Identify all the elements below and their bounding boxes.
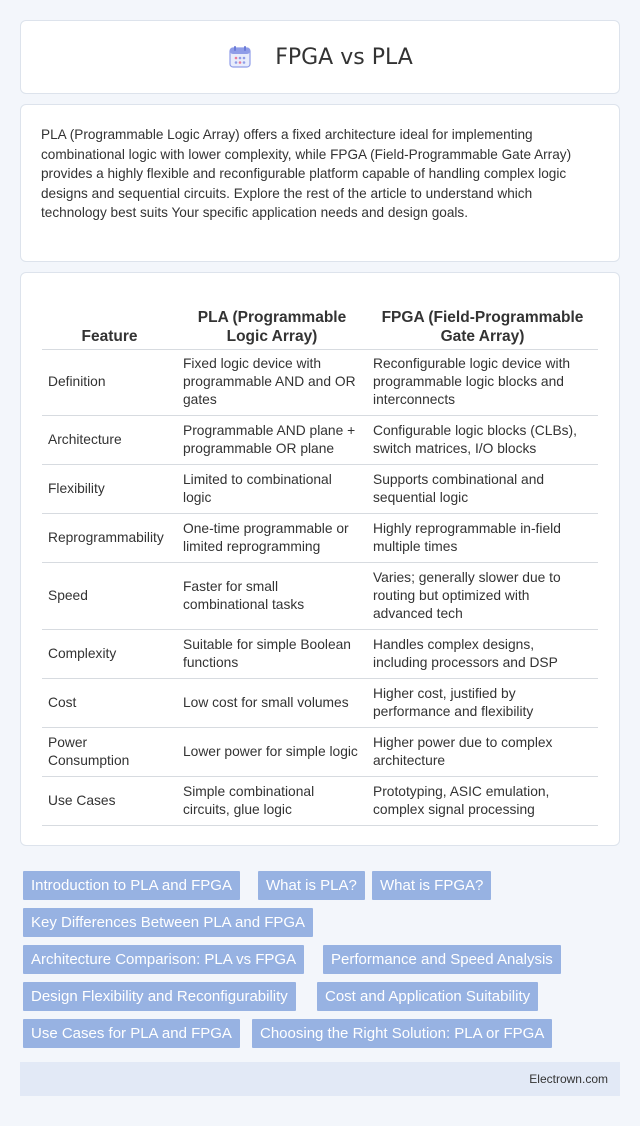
- footer-source: Electrown.com: [529, 1072, 608, 1086]
- table-cell: Programmable AND plane + programmable OR plane: [177, 415, 367, 464]
- table-row: [42, 678, 598, 727]
- column-header-fpga: FPGA (Field-Programmable Gate Array): [367, 301, 598, 349]
- topic-link-what-is-pla[interactable]: What is PLA?: [258, 871, 365, 900]
- table-row: [42, 562, 598, 629]
- topic-link-architecture[interactable]: Architecture Comparison: PLA vs FPGA: [23, 945, 304, 974]
- table-row: [42, 629, 598, 678]
- calendar-icon: [227, 44, 253, 70]
- title-card: [20, 20, 620, 94]
- intro-card: [20, 104, 620, 262]
- table-row: [42, 513, 598, 562]
- table-cell: Higher cost, justified by performance and flexibility: [367, 678, 598, 727]
- table-cell: Faster for small combinational tasks: [177, 562, 367, 629]
- table-cell: Definition: [42, 349, 177, 415]
- table-cell: Speed: [42, 562, 177, 629]
- table-cell: Architecture: [42, 415, 177, 464]
- table-row: [42, 415, 598, 464]
- table-row: [42, 776, 598, 825]
- intro-text: PLA (Programmable Logic Array) offers a fixed architecture ideal for implementing combinational logic with lower complexity, while FPGA (Field-Programmable Gate Array) provides a highly flexible and reconfigurable platform capable of handling complex logic designs and sequential circuits. Explore the rest of the article to understand which technology best suits Your specific application needs and design goals.: [41, 127, 572, 221]
- topic-link-performance[interactable]: Performance and Speed Analysis: [323, 945, 561, 974]
- column-header-feature: Feature: [42, 301, 177, 349]
- column-header-pla: PLA (Programmable Logic Array): [177, 301, 367, 349]
- table-cell: Lower power for simple logic: [177, 727, 367, 776]
- table-cell: Use Cases: [42, 776, 177, 825]
- table-row: [42, 727, 598, 776]
- table-cell: Suitable for simple Boolean functions: [177, 629, 367, 678]
- table-cell: Configurable logic blocks (CLBs), switch matrices, I/O blocks: [367, 415, 598, 464]
- table-cell: Prototyping, ASIC emulation, complex signal processing: [367, 776, 598, 825]
- topic-link-key-differences[interactable]: Key Differences Between PLA and FPGA: [23, 908, 313, 937]
- table-cell: One-time programmable or limited reprogramming: [177, 513, 367, 562]
- table-cell: Flexibility: [42, 464, 177, 513]
- table-cell: Low cost for small volumes: [177, 678, 367, 727]
- table-cell: Handles complex designs, including processors and DSP: [367, 629, 598, 678]
- topic-link-introduction[interactable]: Introduction to PLA and FPGA: [23, 871, 240, 900]
- table-cell: Supports combinational and sequential logic: [367, 464, 598, 513]
- comparison-table: [42, 301, 598, 826]
- table-cell: Simple combinational circuits, glue logic: [177, 776, 367, 825]
- table-row: [42, 464, 598, 513]
- footer: [20, 1062, 620, 1096]
- table-row: [42, 349, 598, 415]
- topic-link-use-cases[interactable]: Use Cases for PLA and FPGA: [23, 1019, 240, 1048]
- table-cell: Varies; generally slower due to routing but optimized with advanced tech: [367, 562, 598, 629]
- table-header-row: [42, 301, 598, 349]
- topic-link-choosing[interactable]: Choosing the Right Solution: PLA or FPGA: [252, 1019, 552, 1048]
- table-cell: Complexity: [42, 629, 177, 678]
- table-cell: Reconfigurable logic device with programmable logic blocks and interconnects: [367, 349, 598, 415]
- topic-link-cost[interactable]: Cost and Application Suitability: [317, 982, 538, 1011]
- table-cell: Highly reprogrammable in-field multiple times: [367, 513, 598, 562]
- comparison-card: [20, 272, 620, 846]
- table-cell: Fixed logic device with programmable AND and OR gates: [177, 349, 367, 415]
- table-cell: Power Consumption: [42, 727, 177, 776]
- table-cell: Cost: [42, 678, 177, 727]
- table-cell: Higher power due to complex architecture: [367, 727, 598, 776]
- page-title: FPGA vs PLA: [275, 44, 413, 70]
- topic-link-what-is-fpga[interactable]: What is FPGA?: [372, 871, 491, 900]
- topic-link-flexibility[interactable]: Design Flexibility and Reconfigurability: [23, 982, 296, 1011]
- table-cell: Reprogrammability: [42, 513, 177, 562]
- table-cell: Limited to combinational logic: [177, 464, 367, 513]
